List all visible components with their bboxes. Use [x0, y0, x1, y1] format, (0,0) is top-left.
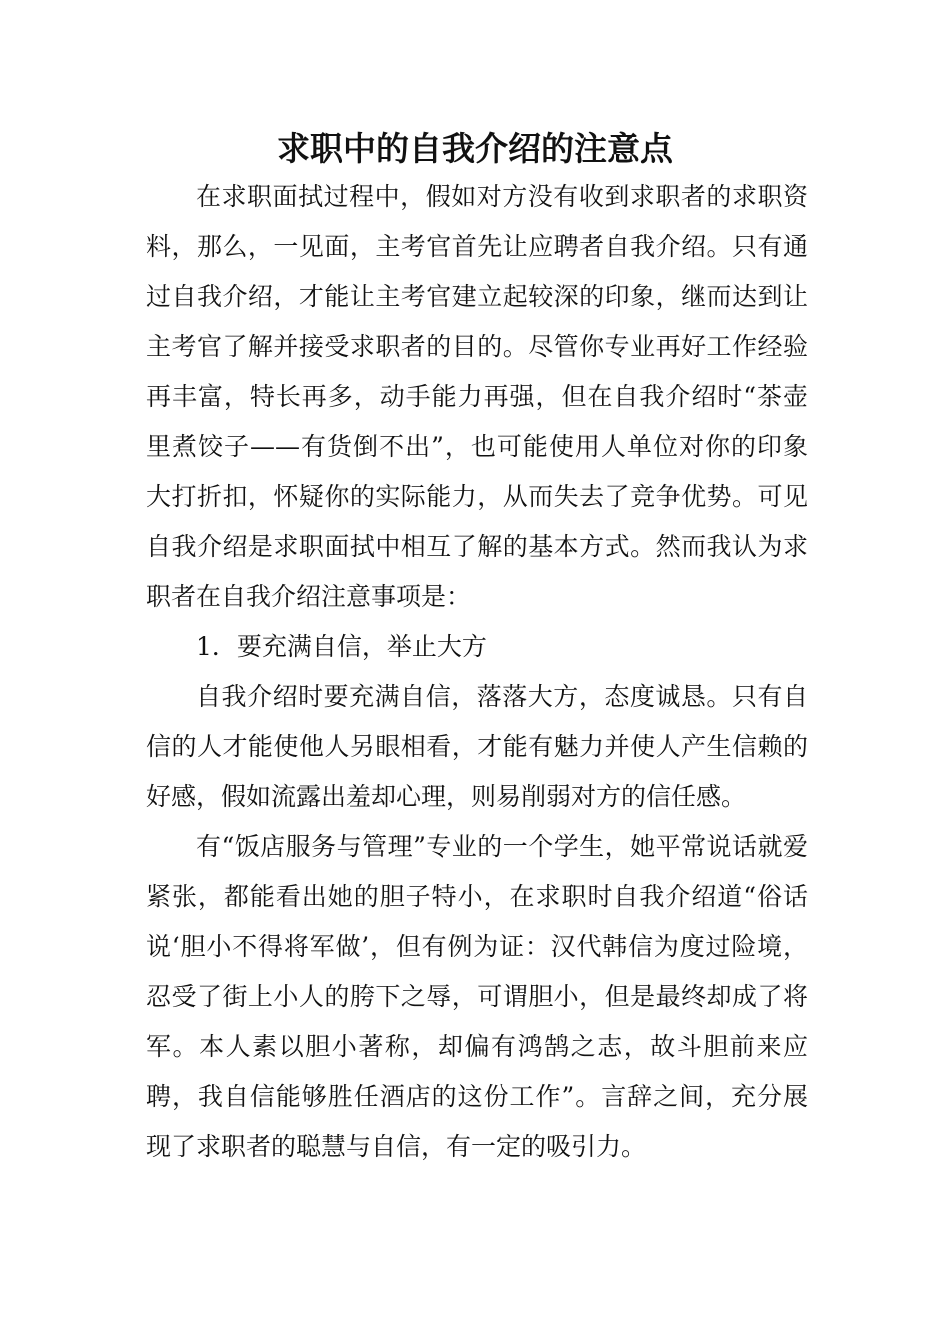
paragraph-intro: 在求职面拭过程中，假如对方没有收到求职者的求职资料，那么，一见面，主考官首先让应聘者自我介绍。只有通过自我介绍，才能让主考官建立起较深的印象，继而达到让主考官了解并接受求职者的目的。尽管你专业再好工作经验再丰富，特长再多，动手能力再强，但在自我介绍时“茶壶里煮饺子——有货倒不出”，也可能使用人单位对你的印象大打折扣，怀疑你的实际能力，从而失去了竞争优势。可见自我介绍是求职面拭中相互了解的基本方式。然而我认为求职者在自我介绍注意事项是：: [146, 182, 808, 611]
paragraph-example: 有“饭店服务与管理”专业的一个学生，她平常说话就爱紧张，都能看出她的胆子特小，在求职时自我介绍道“俗话说‘胆小不得将军做’，但有例为证：汉代韩信为度过险境，忍受了街上小人的胯下之辱，可谓胆小，但是最终却成了将军。本人素以胆小著称，却偏有鸿鹄之志，故斗胆前来应聘，我自信能够胜任酒店的这份工作”。言辞之间，充分展现了求职者的聪慧与自信，有一定的吸引力。: [146, 832, 808, 1161]
document-title: 求职中的自我介绍的注意点: [277, 129, 673, 168]
document-body: [146, 172, 808, 1172]
paragraph-confidence: 自我介绍时要充满自信，落落大方，态度诚恳。只有自信的人才能使他人另眼相看，才能有魅力并使人产生信赖的好感，假如流露出羞却心理，则易削弱对方的信任感。: [146, 682, 808, 811]
section-heading: 1．要充满自信，举止大方: [196, 632, 487, 661]
